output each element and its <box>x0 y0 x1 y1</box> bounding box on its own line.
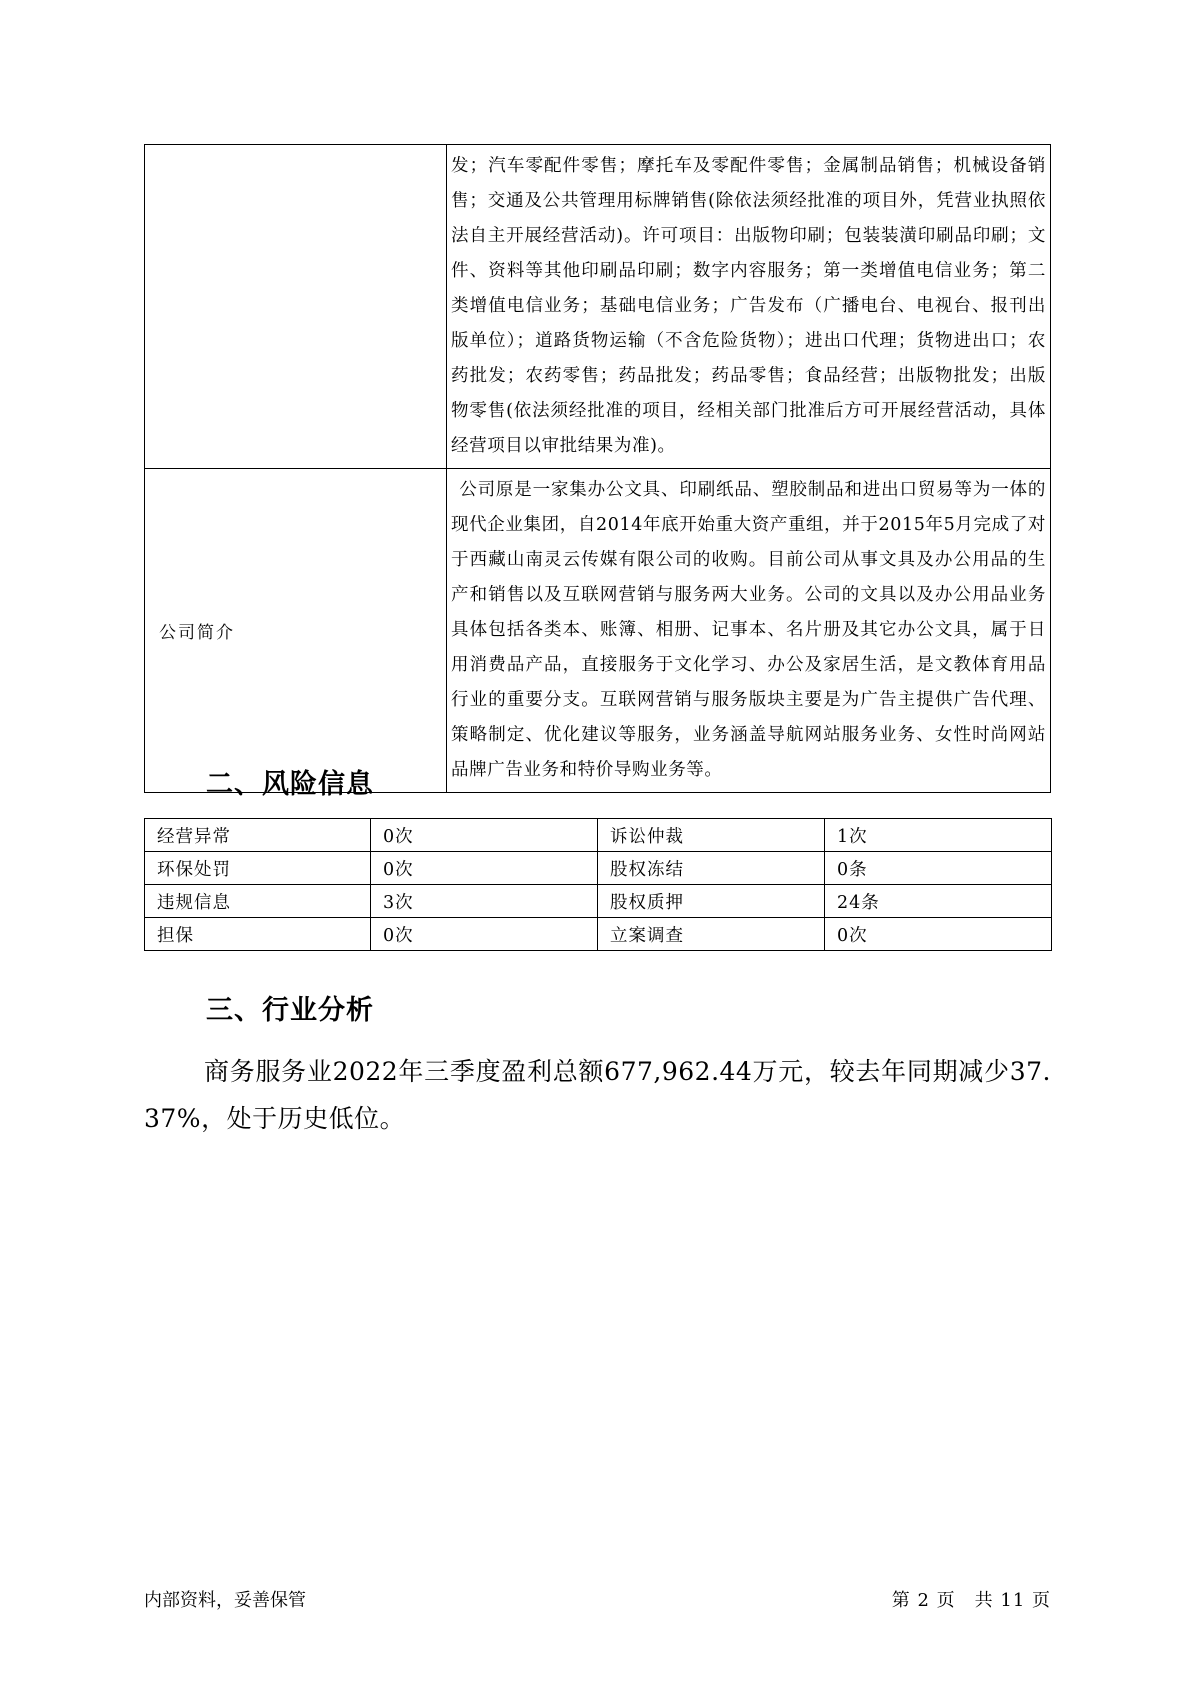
risk-label: 立案调查 <box>598 918 825 951</box>
risk-label: 违规信息 <box>145 885 371 918</box>
business-scope-row <box>145 145 1051 469</box>
risk-value: 0次 <box>371 918 598 951</box>
industry-section-heading: 三、行业分析 <box>206 995 374 1026</box>
risk-row <box>145 885 1052 918</box>
risk-row <box>145 819 1052 852</box>
risk-label: 环保处罚 <box>145 852 371 885</box>
risk-section-heading: 二、风险信息 <box>206 769 374 800</box>
business-scope-text: 发；汽车零配件零售；摩托车及零配件零售；金属制品销售；机械设备销售；交通及公共管理用标牌销售(除依法须经批准的项目外，凭营业执照依法自主开展经营活动)。许可项目：出版物印刷；包装装潢印刷品印刷；文件、资料等其他印刷品印刷；数字内容服务；第一类增值电信业务；第二类增值电信业务；基础电信业务；广告发布（广播电台、电视台、报刊出版单位）；道路货物运输（不含危险货物）；进出口代理；货物进出口；农药批发；农药零售；药品批发；药品零售；食品经营；出版物批发；出版物零售(依法须经批准的项目，经相关部门批准后方可开展经营活动，具体经营项目以审批结果为准)。 <box>447 145 1051 469</box>
risk-row <box>145 918 1052 951</box>
risk-value: 0条 <box>825 852 1052 885</box>
company-intro-cell <box>447 469 1051 793</box>
risk-label: 诉讼仲裁 <box>598 819 825 852</box>
risk-label: 担保 <box>145 918 371 951</box>
company-info-table <box>144 144 1051 793</box>
risk-value: 3次 <box>371 885 598 918</box>
risk-label: 股权冻结 <box>598 852 825 885</box>
industry-analysis-text: 商务服务业2022年三季度盈利总额677,962.44万元，较去年同期减少37.37%，处于历史低位。 <box>144 1057 1051 1133</box>
risk-row <box>145 852 1052 885</box>
risk-info-table <box>144 818 1052 951</box>
risk-label: 股权质押 <box>598 885 825 918</box>
risk-value: 0次 <box>371 852 598 885</box>
company-intro-row <box>145 469 1051 793</box>
risk-value: 1次 <box>825 819 1052 852</box>
footer-confidential-note: 内部资料，妥善保管 <box>144 1590 306 1611</box>
risk-label: 经营异常 <box>145 819 371 852</box>
company-intro-text: 公司原是一家集办公文具、印刷纸品、塑胶制品和进出口贸易等为一体的现代企业集团，自2014年底开始重大资产重组，并于2015年5月完成了对于西藏山南灵云传媒有限公司的收购。目前公司从事文具及办公用品的生产和销售以及互联网营销与服务两大业务。公司的文具以及办公用品业务具体包括各类本、账簿、相册、记事本、名片册及其它办公文具，属于日用消费品产品，直接服务于文化学习、办公及家居生活，是文教体育用品行业的重要分支。互联网营销与服务版块主要是为广告主提供广告代理、策略制定、优化建议等服务，业务涵盖导航网站服务业务、女性时尚网站品牌广告业务和特价导购业务等。 <box>451 480 1046 780</box>
company-intro-label: 公司简介 <box>145 469 447 793</box>
risk-value: 0次 <box>825 918 1052 951</box>
risk-value: 0次 <box>371 819 598 852</box>
risk-value: 24条 <box>825 885 1052 918</box>
footer-page-number: 第 2 页 共 11 页 <box>891 1590 1051 1611</box>
business-scope-label-cell <box>145 145 447 469</box>
